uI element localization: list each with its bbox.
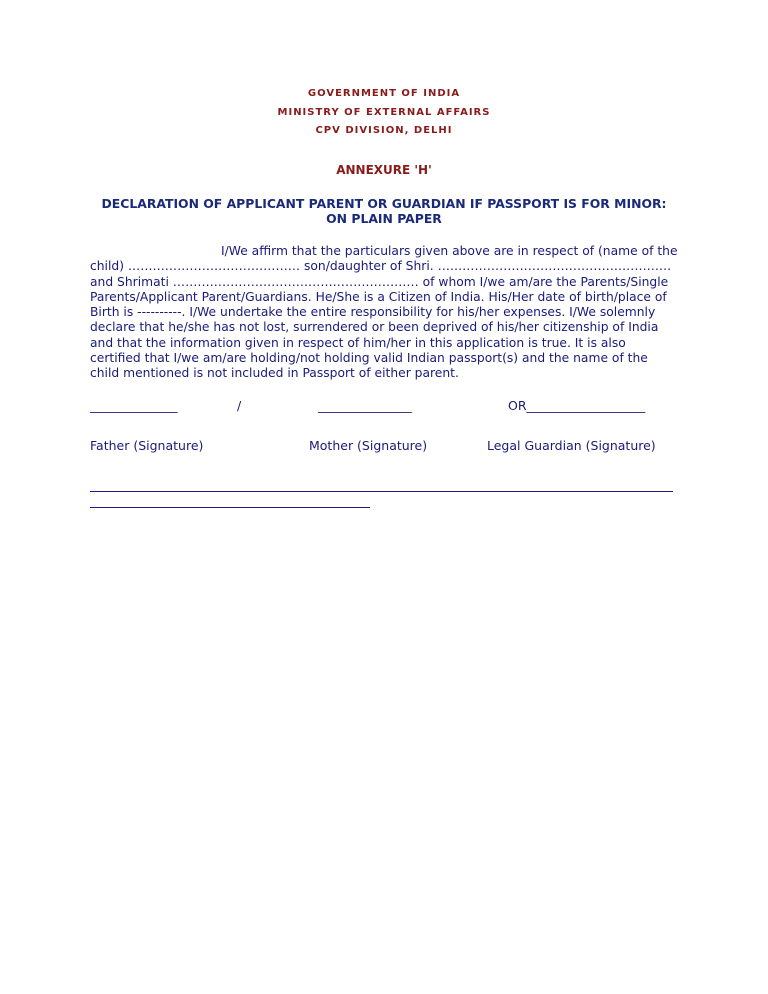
declaration-title: DECLARATION OF APPLICANT PARENT OR GUARDIAN IF PASSPORT IS FOR MINOR: ON PLAIN PAPER (101, 196, 667, 226)
header-division: CPV DIVISION, DELHI (315, 125, 453, 136)
child-name-blank: …………………………………… (127, 259, 301, 274)
father-signature-line: ______________ (90, 398, 178, 413)
divider-line-long (90, 491, 673, 492)
mother-signature-line: _______________ (318, 398, 412, 413)
header-government: GOVERNMENT OF INDIA (307, 88, 461, 99)
divider-line-short (90, 507, 370, 508)
header-ministry: MINISTRY OF EXTERNAL AFFAIRS (277, 107, 491, 118)
body-text-3: and Shrimati (90, 274, 173, 289)
mother-name-blank: …………………………………………………… (172, 274, 419, 289)
slash-separator: / (237, 398, 242, 413)
annexure-title: ANNEXURE 'H' (336, 163, 432, 177)
body-text-4: of whom I/we am/are the Parents/Single Parents/Applicant Parent/Guardians. He/She is a Citizen of India. His/Her date of birth/place of Birth is ----------. I/We undertake the entire responsibility for his/her expenses. I/We solemnly declare that he/she has not lost, surrendered or been deprived of his/her citizenship of India and that the information given in respect of him/her in this application is true. It is also certified that I/we am/are holding/not holding valid Indian passport(s) and the name of the child mentioned is not included in Passport of either parent. (90, 274, 669, 381)
declaration-body (90, 244, 680, 382)
body-text-1: I/We affirm that the particulars given above are in respect of (name of the child) (90, 244, 678, 274)
body-text-2: son/daughter of Shri. (300, 259, 438, 274)
mother-signature-label: Mother (Signature) (309, 438, 428, 453)
guardian-signature-line: OR___________________ (508, 398, 646, 413)
father-signature-label: Father (Signature) (90, 438, 204, 453)
father-name-blank: ………………………………………………… (437, 259, 672, 274)
guardian-signature-label: Legal Guardian (Signature) (487, 438, 656, 453)
